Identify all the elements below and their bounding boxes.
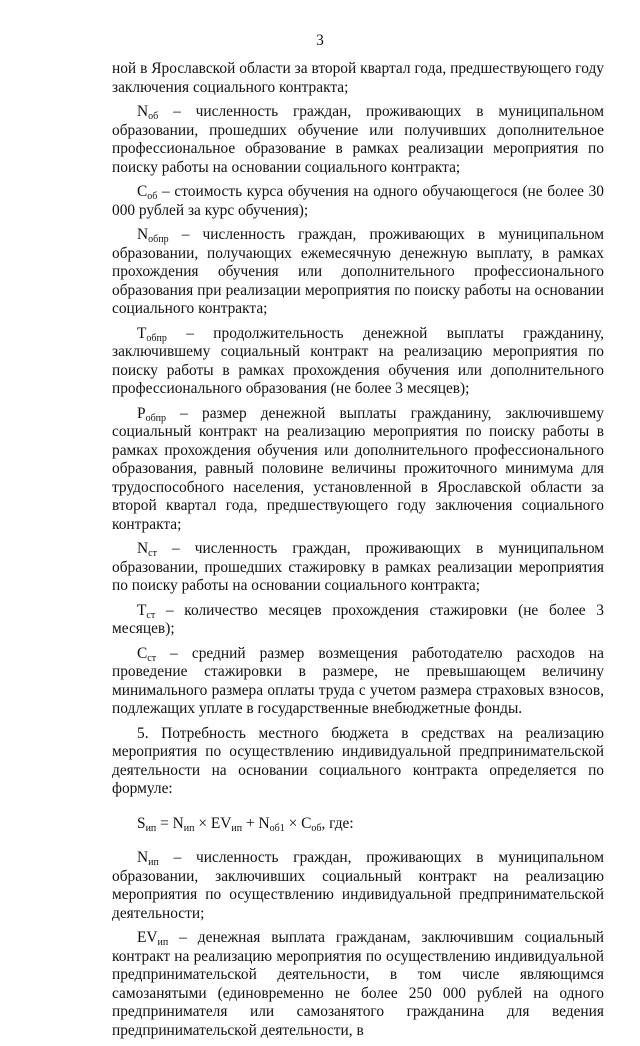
definition-ev-ip: $EV_{ип}$ – денежная выплата гражданам, заключившим социальный контракт на реализацию мероприятия по осуществлению индивидуальной предпринимательской деятельности, в том числе являющимся самозанятыми (единовременно не более 250 000 рублей на одного предпринимателя или самозанятого гражданина для ведения предпринимательской деятельности, в <box>112 929 604 1039</box>
definition-t-obpr: $Т_{обпр}$ – продолжительность денежной выплаты гражданину, заключившему социальный контракт на реализацию мероприятия по поиску работы в рамках прохождения обучения или дополнительного профессионального образования (не более 3 месяцев); <box>112 324 604 397</box>
definition-c-st: $С_{ст}$ – средний размер возмещения работодателю расходов на проведение стажировки в размере, не превышающем величину минимального размера оплаты труда с учетом размера страховых взносов, подлежащих уплате в государственные внебюджетные фонды. <box>112 644 604 717</box>
definition-n-st: $N_{ст}$ – численность граждан, проживающих в муниципальном образовании, прошедших стажировку в рамках реализации мероприятия по поиску работы на основании социального контракта; <box>112 540 604 594</box>
definition-r-obpr: $Р_{обпр}$ – размер денежной выплаты гражданину, заключившему социальный контракт на реализацию мероприятия по поиску работы в рамках прохождения обучения или дополнительного профессионального образования, равный половине величины прожиточного минимума для трудоспособного населения, установленной в Ярославской области за второй квартал года, предшествующего году заключения социального контракта; <box>112 404 604 533</box>
page-number: 3 <box>316 32 324 49</box>
formula: $S_{ип} = N_{ип} \times EV_{ип} + N_{об1} \times С_{об}$, где: <box>137 814 354 834</box>
paragraph-continuation: ной в Ярославской области за второй квартал года, предшествующего году заключения социального контракта; <box>112 60 604 96</box>
definition-n-ob: $N_{об}$ – численность граждан, проживающих в муниципальном образовании, прошедших обучение или получивших дополнительное профессиональное образование в рамках реализации мероприятия по поиску работы на основании социального контракта; <box>112 103 604 176</box>
definition-t-st: $Т_{ст}$ – количество месяцев прохождения стажировки (не более 3 месяцев); <box>112 601 604 637</box>
definition-n-obpr: $N_{обпр}$ – численность граждан, проживающих в муниципальном образовании, получающих ежемесячную денежную выплату, в рамках прохождения обучения или дополнительного профессионального образования при реализации мероприятия по поиску работы на основании социального контракта; <box>112 226 604 317</box>
document-body <box>112 60 604 1046</box>
section-5-paragraph: 5. Потребность местного бюджета в средствах на реализацию мероприятия по осуществлению индивидуальной предпринимательской деятельности на основании социального контракта определяется по формуле: <box>112 724 604 797</box>
definition-c-ob: $С_{об}$ – стоимость курса обучения на одного обучающегося (не более 30 000 рублей за курс обучения); <box>112 183 604 219</box>
definition-n-ip: $N_{ип}$ – численность граждан, проживающих в муниципальном образовании, заключивших социальный контракт на реализацию мероприятия по осуществлению индивидуальной предпринимательской деятельности; <box>112 849 604 922</box>
